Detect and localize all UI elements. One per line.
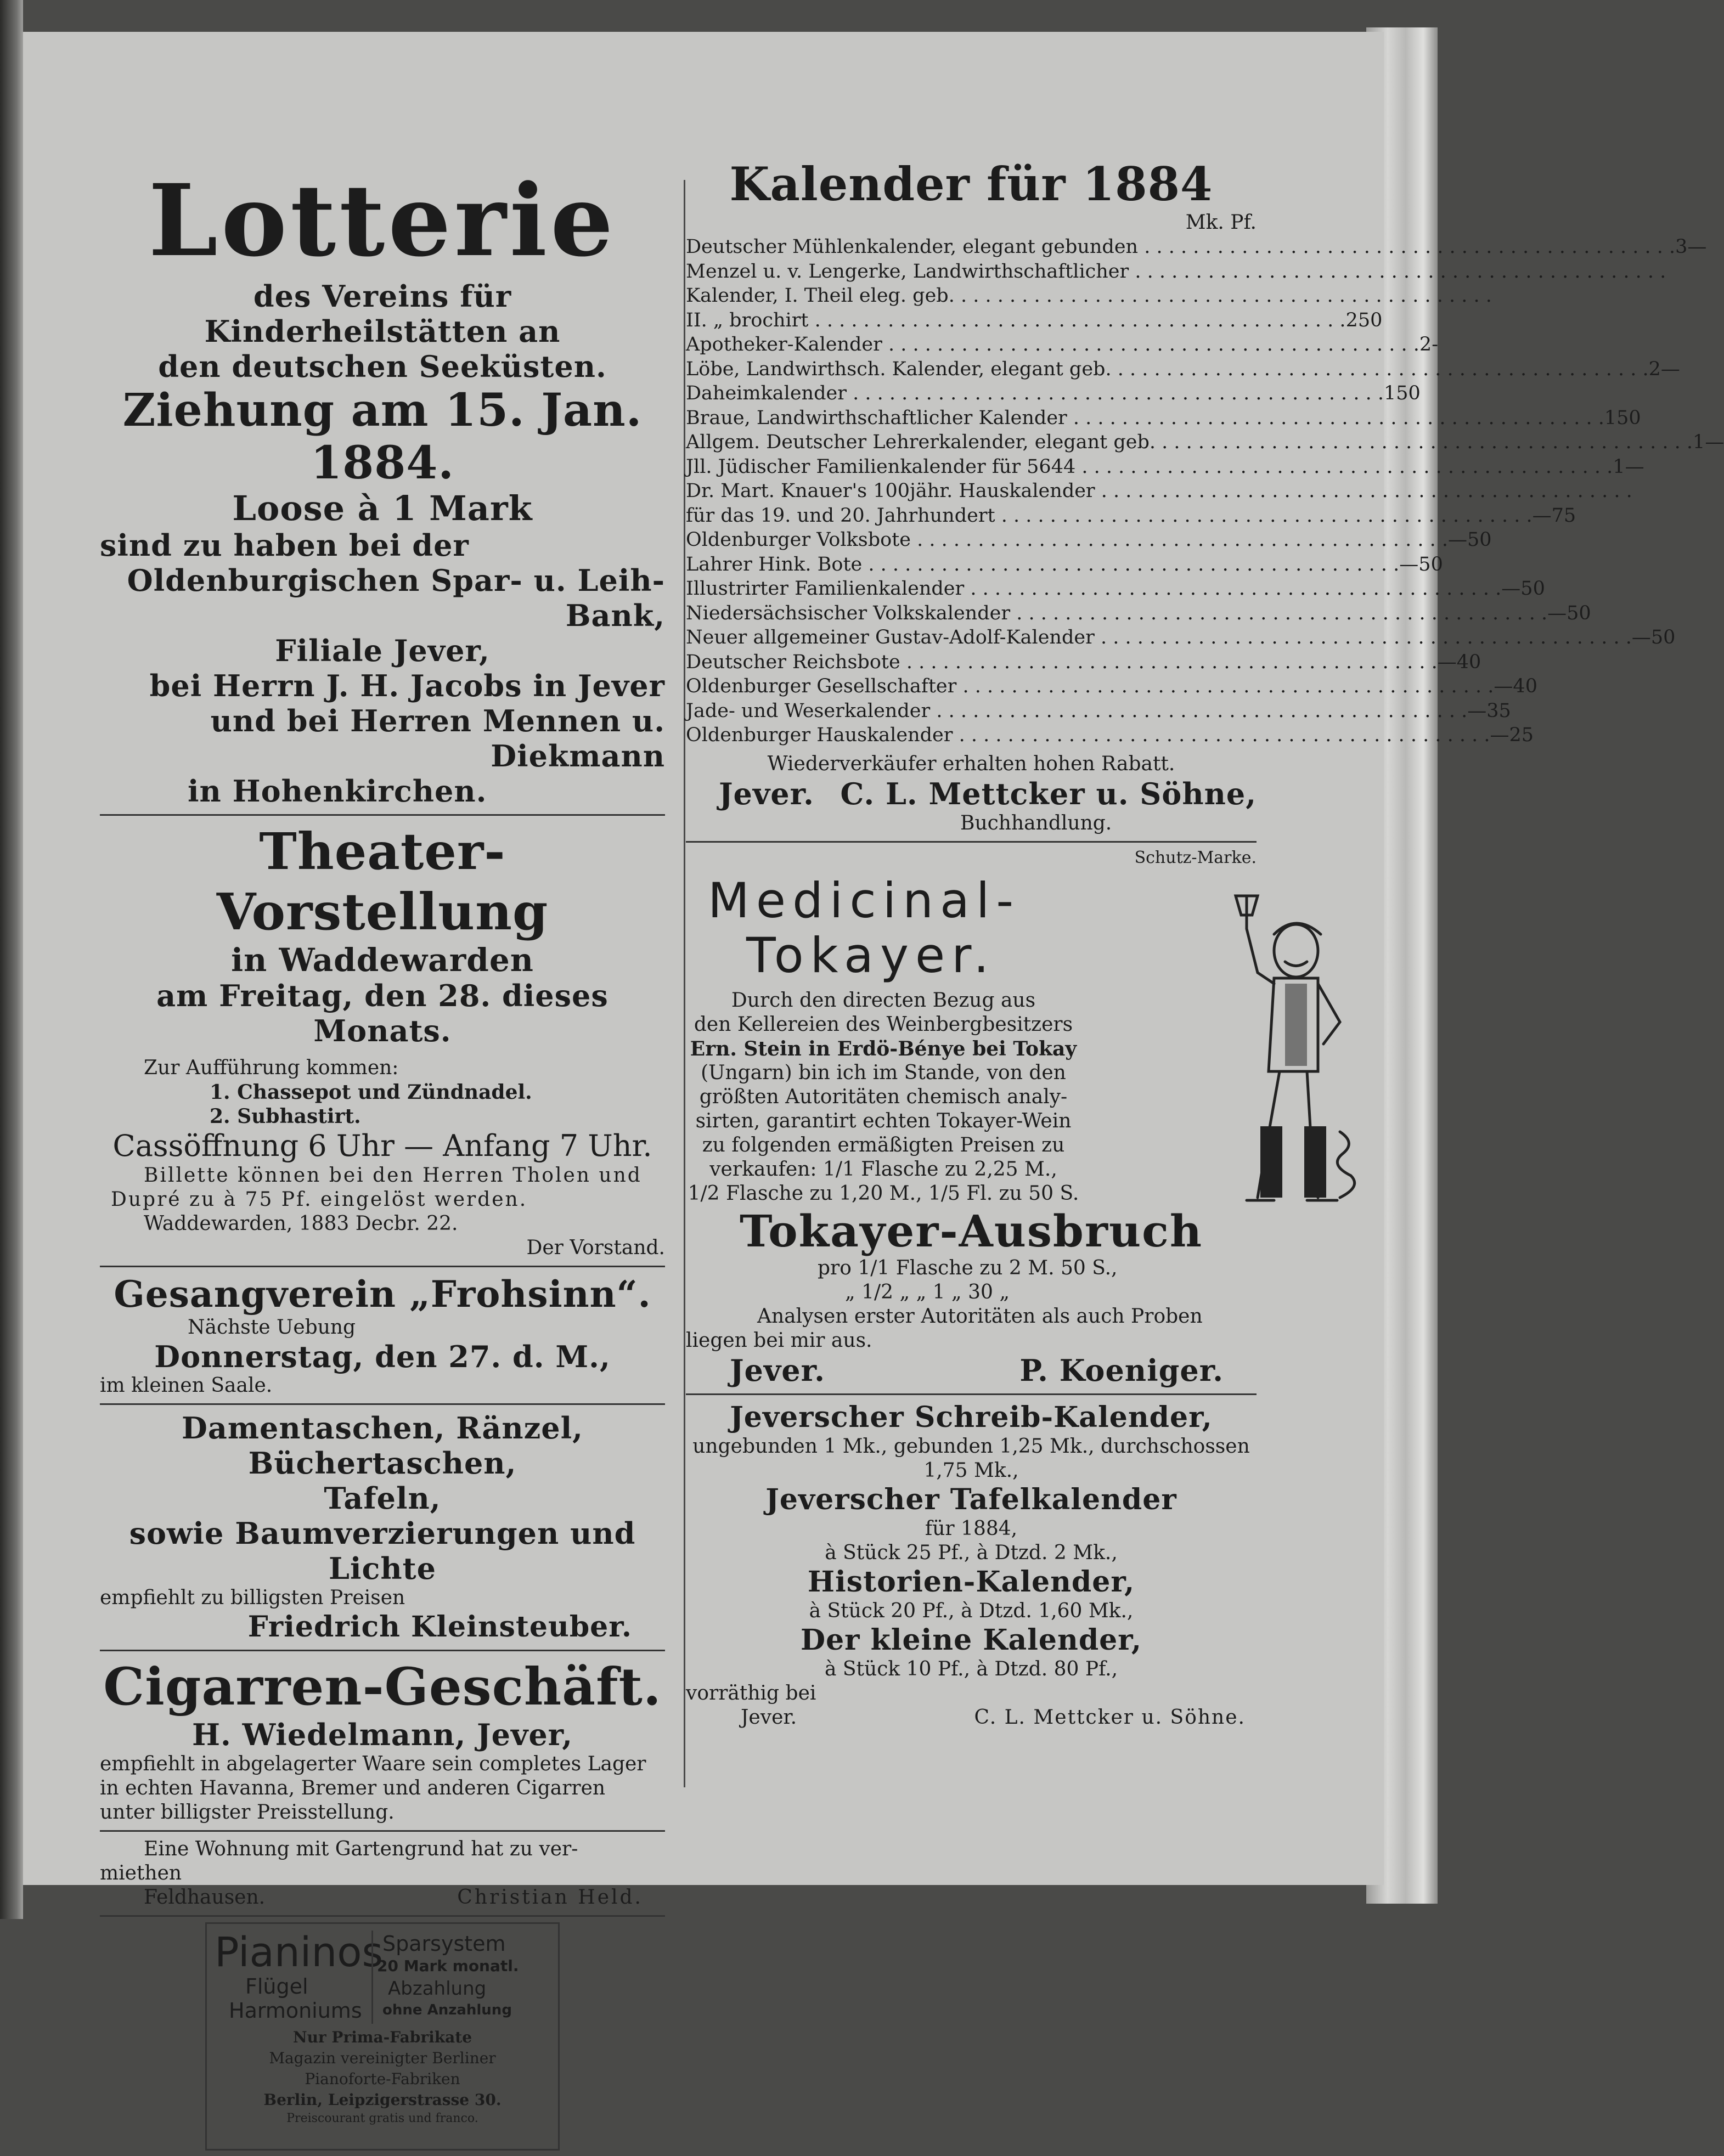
- tokayer-t4: (Ungarn) bin ich im Stande, von den: [701, 1061, 1066, 1084]
- kalender-item-mark: —: [1501, 578, 1521, 600]
- schreib-v1: vorräthig bei: [686, 1681, 816, 1705]
- kalender-item: [686, 430, 1724, 455]
- kalender-item-mark: —: [1631, 627, 1651, 648]
- lotterie-bank: Oldenburgischen Spar- u. Leih-Bank,: [127, 563, 665, 633]
- theater-date: am Freitag, den 28. dieses Monats.: [156, 978, 609, 1048]
- kleinsteuber-line1: Damentaschen, Ränzel, Büchertaschen,: [182, 1410, 583, 1481]
- kalender-item-name: Niedersächsischer Volkskalender . . .: [686, 601, 1547, 626]
- kalender-item-pfennig: 50: [1396, 382, 1421, 404]
- kalender-rabatt: Wiederverkäufer erhalten hohen Rabatt.: [767, 752, 1175, 775]
- pianino-prima: Nur Prima-Fabrikate: [292, 2028, 472, 2046]
- divider-rule: [100, 814, 665, 816]
- pianino-price: Preiscourant gratis und franco.: [286, 2112, 478, 2125]
- lotterie-branch: Filiale Jever,: [275, 633, 490, 668]
- schreib-tafel: Jeverscher Tafelkalender: [765, 1482, 1177, 1516]
- kleinsteuber-line2: Tafeln,: [324, 1481, 441, 1516]
- tokayer-city: Jever.: [730, 1352, 825, 1388]
- pianino-addr: Berlin, Leipzigerstrasse 30.: [263, 2091, 502, 2109]
- kalender-item-name: Menzel u. v. Lengerke, Landwirthschaftlicher . . .: [686, 259, 1666, 284]
- kalender-item-name: Oldenburger Gesellschafter . . .: [686, 674, 1494, 699]
- schreib-klein: Der kleine Kalender,: [801, 1623, 1142, 1657]
- kalender-item-name: Oldenburger Volksbote . . .: [686, 528, 1448, 552]
- kalender-item-name: Jll. Jüdischer Familienkalender für 5644 . . .: [686, 455, 1613, 479]
- schreib-h1: à Stück 20 Pf., à Dtzd. 1,60 Mk.,: [809, 1599, 1134, 1622]
- pianino-spar: Sparsystem: [382, 1932, 506, 1956]
- kalender-item-pfennig: 50: [1567, 602, 1591, 624]
- pianino-title: Pianinos: [215, 1929, 384, 1976]
- schreib-firm: C. L. Mettcker u. Söhne.: [974, 1706, 1246, 1729]
- wohnung-name: Christian Held.: [457, 1886, 643, 1909]
- kalender-item-pfennig: —: [1660, 358, 1680, 380]
- schreib-k1: à Stück 10 Pf., à Dtzd. 80 Pf.,: [824, 1657, 1118, 1680]
- tokayer-t3: Ern. Stein in Erdö-Bénye bei Tokay: [690, 1037, 1077, 1060]
- tokayer-an1: Analysen erster Autoritäten als auch Proben: [757, 1305, 1203, 1328]
- kalender-shop: Buchhandlung.: [960, 811, 1112, 834]
- kalender-item-name: Dr. Mart. Knauer's 100jähr. Hauskalender . . .: [686, 479, 1632, 504]
- lotterie-seller2: und bei Herren Mennen u. Diekmann: [210, 703, 665, 774]
- tokayer-t7: zu folgenden ermäßigten Preisen zu: [702, 1133, 1065, 1156]
- gesang-room: im kleinen Saale.: [100, 1374, 273, 1397]
- kleinsteuber-line4: empfiehlt zu billigsten Preisen: [100, 1587, 405, 1609]
- kalender-item: [686, 406, 1641, 431]
- kalender-item-mark: 1: [1693, 431, 1705, 453]
- left-column: [100, 125, 665, 2156]
- kalender-item: [686, 332, 1439, 357]
- gesang-date: Donnerstag, den 27. d. M.,: [154, 1339, 611, 1374]
- kalender-item-mark: —: [1494, 675, 1513, 697]
- wohnung-text2: miethen: [100, 1862, 182, 1884]
- kalender-item-mark: —: [1490, 724, 1509, 746]
- kalender-ad: [686, 157, 1724, 836]
- gesang-title: Gesangverein „Frohsinn“.: [114, 1273, 651, 1316]
- kleinsteuber-line3: sowie Baumverzierungen und Lichte: [129, 1516, 636, 1586]
- kalender-item-mark: —: [1547, 602, 1567, 624]
- kalender-item: [686, 259, 1257, 284]
- pianino-fluegel: Flügel: [245, 1974, 308, 1999]
- kalender-item-pfennig: 40: [1456, 651, 1481, 673]
- kalender-item-name: Lahrer Hink. Bote . . .: [686, 552, 1399, 577]
- kalender-item-mark: —: [1437, 651, 1457, 673]
- theater-place: in Waddewarden: [231, 941, 534, 979]
- tokayer-t9: 1/2 Flasche zu 1,20 M., 1/5 Fl. zu 50 S.: [688, 1182, 1079, 1205]
- cigarren-text2: in echten Havanna, Bremer und anderen Cigarren: [100, 1777, 606, 1799]
- kalender-item-pfennig: 50: [1616, 407, 1641, 429]
- kalender-item-name: Jade- und Weserkalender . . .: [686, 699, 1467, 724]
- divider-rule: [100, 1266, 665, 1267]
- schreib-city: Jever.: [741, 1706, 797, 1729]
- tokayer-p1: pro 1/1 Flasche zu 2 M. 50 S.,: [818, 1256, 1118, 1279]
- kalender-item-name: Deutscher Mühlenkalender, elegant gebunden . . .: [686, 235, 1675, 259]
- cigarren-ad: [100, 1657, 665, 1825]
- page-gutter-shadow: [0, 0, 23, 1919]
- tokayer-t2: den Kellereien des Weinbergbesitzers: [694, 1013, 1073, 1036]
- lotterie-line2: den deutschen Seeküsten.: [158, 349, 607, 384]
- kalender-item: [686, 601, 1591, 626]
- schreib-t2: à Stück 25 Pf., à Dtzd. 2 Mk.,: [825, 1541, 1118, 1564]
- tokayer-p2: „ 1/2 „ „ 1 „ 30 „: [845, 1280, 1010, 1303]
- kalender-item-name: II. „ brochirt . . .: [686, 308, 1346, 333]
- kalender-item-name: Braue, Landwirthschaftlicher Kalender . . .: [686, 406, 1604, 431]
- kalender-item-pfennig: 40: [1513, 675, 1537, 697]
- kalender-item-mark: 2: [1648, 358, 1661, 380]
- kalender-item: [686, 235, 1707, 259]
- pianino-harmoniums: Harmoniums: [229, 1999, 362, 2023]
- schreib-ad: [686, 1401, 1257, 1730]
- tokayer-an2: liegen bei mir aus.: [686, 1329, 872, 1352]
- theater-sign: Der Vorstand.: [526, 1237, 665, 1259]
- kalender-units: Mk. Pf.: [1185, 211, 1257, 234]
- tokayer-t8: verkaufen: 1/1 Flasche zu 2,25 M.,: [709, 1158, 1057, 1181]
- kalender-item: [686, 552, 1443, 577]
- lotterie-ad: [100, 163, 665, 809]
- schreib-t1: für 1884,: [925, 1517, 1018, 1540]
- pianino-rate: 20 Mark monatl.: [377, 1957, 519, 1975]
- kalender-item: [686, 381, 1421, 406]
- wohnung-text1: Eine Wohnung mit Gartengrund hat zu ver-: [144, 1838, 578, 1860]
- kalender-item-name: Daheimkalender . . .: [686, 381, 1384, 406]
- gesang-next: Nächste Uebung: [188, 1316, 356, 1339]
- lotterie-draw: Ziehung am 15. Jan. 1884.: [122, 384, 643, 489]
- kalender-item: [686, 625, 1676, 650]
- kalender-item-pfennig: —: [1625, 455, 1644, 478]
- kalender-firm: C. L. Mettcker u. Söhne,: [840, 776, 1257, 811]
- kalender-item-pfennig: 50: [1520, 578, 1545, 600]
- kalender-item-mark: —: [1448, 529, 1467, 551]
- pianino-ohne: ohne Anzahlung: [382, 2002, 512, 2018]
- theater-title: Theater-Vorstellung: [216, 822, 549, 941]
- kalender-item-name: Oldenburger Hauskalender . . .: [686, 723, 1490, 748]
- kalender-list: [686, 235, 1724, 748]
- kalender-item: [686, 504, 1576, 528]
- pianino-fab: Pianoforte-Fabriken: [305, 2070, 460, 2088]
- kalender-item-pfennig: 25: [1509, 724, 1534, 746]
- newspaper-page: [23, 32, 1724, 2125]
- kalender-item-mark: 2: [1419, 334, 1432, 355]
- kalender-item-mark: —: [1399, 553, 1419, 575]
- kalender-item-mark: 1: [1604, 407, 1617, 429]
- wohnung-place: Feldhausen.: [144, 1886, 266, 1909]
- kalender-title: Kalender für 1884: [729, 157, 1213, 211]
- lotterie-title: Lotterie: [148, 163, 617, 279]
- kalender-city: Jever.: [719, 776, 814, 811]
- kalender-item-pfennig: 35: [1486, 699, 1511, 722]
- theater-intro: Zur Aufführung kommen:: [144, 1057, 399, 1079]
- tokayer-name: P. Koeniger.: [1019, 1352, 1224, 1388]
- tokayer-title1: Medicinal-: [708, 872, 1021, 929]
- kalender-item: [686, 308, 1383, 333]
- theater-tickets2: Dupré zu à 75 Pf. eingelöst werden.: [111, 1188, 528, 1211]
- theater-tickets1: Billette können bei den Herren Tholen und: [144, 1164, 642, 1187]
- kalender-item-pfennig: —: [1705, 431, 1724, 453]
- kalender-item-name: Deutscher Reichsbote . . .: [686, 650, 1438, 675]
- lotterie-line1: des Vereins für Kinderheilstätten an: [204, 279, 561, 349]
- lotterie-price: Loose à 1 Mark: [232, 488, 533, 528]
- kalender-item-mark: —: [1532, 504, 1552, 527]
- kalender-item: [686, 455, 1644, 479]
- wine-glass-icon: [1236, 896, 1258, 929]
- divider-rule: [686, 841, 1257, 843]
- tokayer-mark: Schutz-Marke.: [1134, 848, 1257, 867]
- right-column: [686, 125, 1724, 1730]
- schreib-title: Jeverscher Schreib-Kalender,: [730, 1400, 1213, 1434]
- pianino-ad: [205, 1922, 560, 2151]
- kalender-item: [686, 674, 1537, 699]
- kalender-item-pfennig: 50: [1650, 627, 1676, 648]
- theater-play1: 1. Chassepot und Zündnadel.: [210, 1081, 532, 1104]
- kalender-item: [686, 577, 1545, 601]
- kalender-item-mark: 1: [1383, 382, 1396, 404]
- kalender-item-name: Allgem. Deutscher Lehrerkalender, elegant geb. . . .: [686, 430, 1693, 455]
- wohnung-ad: [100, 1837, 665, 1910]
- divider-rule: [100, 1830, 665, 1832]
- pianino-abz: Abzahlung: [388, 1978, 487, 2000]
- kalender-item-mark: 3: [1675, 236, 1688, 258]
- cigarren-text1: empfiehlt in abgelagerter Waare sein completes Lager: [100, 1753, 646, 1775]
- kalender-item: [686, 284, 1257, 308]
- kalender-item-name: Illustrirter Familienkalender . . .: [686, 577, 1501, 601]
- tokayer-title2: Tokayer.: [746, 927, 996, 984]
- kleinsteuber-ad: [100, 1410, 665, 1644]
- tokayer-ad: [686, 848, 1257, 1388]
- kalender-item: [686, 723, 1534, 748]
- lotterie-avail: sind zu haben bei der: [100, 528, 469, 563]
- theater-times: Cassöffnung 6 Uhr — Anfang 7 Uhr.: [112, 1128, 652, 1163]
- kalender-item-name: Kalender, I. Theil eleg. geb. . . .: [686, 284, 1492, 308]
- kalender-item-mark: —: [1467, 699, 1487, 722]
- kalender-item: [686, 528, 1492, 552]
- kalender-item-pfennig: 50: [1418, 553, 1443, 575]
- divider-rule: [100, 1915, 665, 1917]
- kalender-item-pfennig: 50: [1357, 309, 1383, 331]
- gesang-ad: [100, 1273, 665, 1398]
- theater-play2: 2. Subhastirt.: [210, 1105, 361, 1128]
- cigarren-text3: unter billigster Preisstellung.: [100, 1801, 395, 1824]
- cigarren-name: H. Wiedelmann, Jever,: [191, 1717, 573, 1752]
- kalender-item: [686, 650, 1481, 675]
- kalender-item-mark: 1: [1613, 455, 1625, 478]
- kalender-item-name: für das 19. und 20. Jahrhundert . . .: [686, 504, 1533, 528]
- tokayer-t6: sirten, garantirt echten Tokayer-Wein: [695, 1109, 1072, 1132]
- schreib-l2: 1,75 Mk.,: [923, 1459, 1019, 1482]
- kalender-item: [686, 479, 1257, 504]
- pianino-box-divider: [371, 1931, 373, 2024]
- cigarren-title: Cigarren-Geschäft.: [103, 1657, 662, 1717]
- kleinsteuber-name: Friedrich Kleinsteuber.: [247, 1610, 632, 1644]
- theater-dateline: Waddewarden, 1883 Decbr. 22.: [144, 1212, 458, 1235]
- tokayer-t1: Durch den directen Bezug aus: [731, 989, 1036, 1012]
- schreib-l1: ungebunden 1 Mk., gebunden 1,25 Mk., durchschossen: [692, 1435, 1250, 1458]
- tokayer-t5: größten Autoritäten chemisch analy-: [699, 1085, 1068, 1108]
- kalender-item-pfennig: 75: [1551, 504, 1576, 527]
- divider-rule: [100, 1403, 665, 1405]
- divider-rule: [686, 1393, 1257, 1395]
- kalender-item-name: Neuer allgemeiner Gustav-Adolf-Kalender . . .: [686, 625, 1632, 650]
- kalender-item-pfennig: —: [1687, 236, 1707, 258]
- kalender-item: [686, 357, 1680, 382]
- divider-rule: [100, 1650, 665, 1651]
- tokayer-ausbruch: Tokayer-Ausbruch: [739, 1205, 1203, 1257]
- tokayer-man-illustration: [1208, 890, 1373, 1241]
- theater-ad: [100, 821, 665, 1260]
- kalender-item-pfennig: 50: [1467, 529, 1492, 551]
- pianino-mag: Magazin vereinigter Berliner: [269, 2049, 496, 2067]
- lotterie-place: in Hohenkirchen.: [188, 774, 487, 809]
- kalender-item-name: Apotheker-Kalender . . .: [686, 332, 1419, 357]
- kalender-item-pfennig: -: [1432, 334, 1439, 355]
- kalender-item-mark: 2: [1345, 309, 1358, 331]
- lotterie-seller1: bei Herrn J. H. Jacobs in Jever: [149, 668, 665, 703]
- column-divider: [684, 180, 685, 1787]
- kalender-item-name: Löbe, Landwirthsch. Kalender, elegant geb. . . .: [686, 357, 1649, 382]
- schreib-hist: Historien-Kalender,: [807, 1565, 1135, 1599]
- kalender-item: [686, 699, 1511, 724]
